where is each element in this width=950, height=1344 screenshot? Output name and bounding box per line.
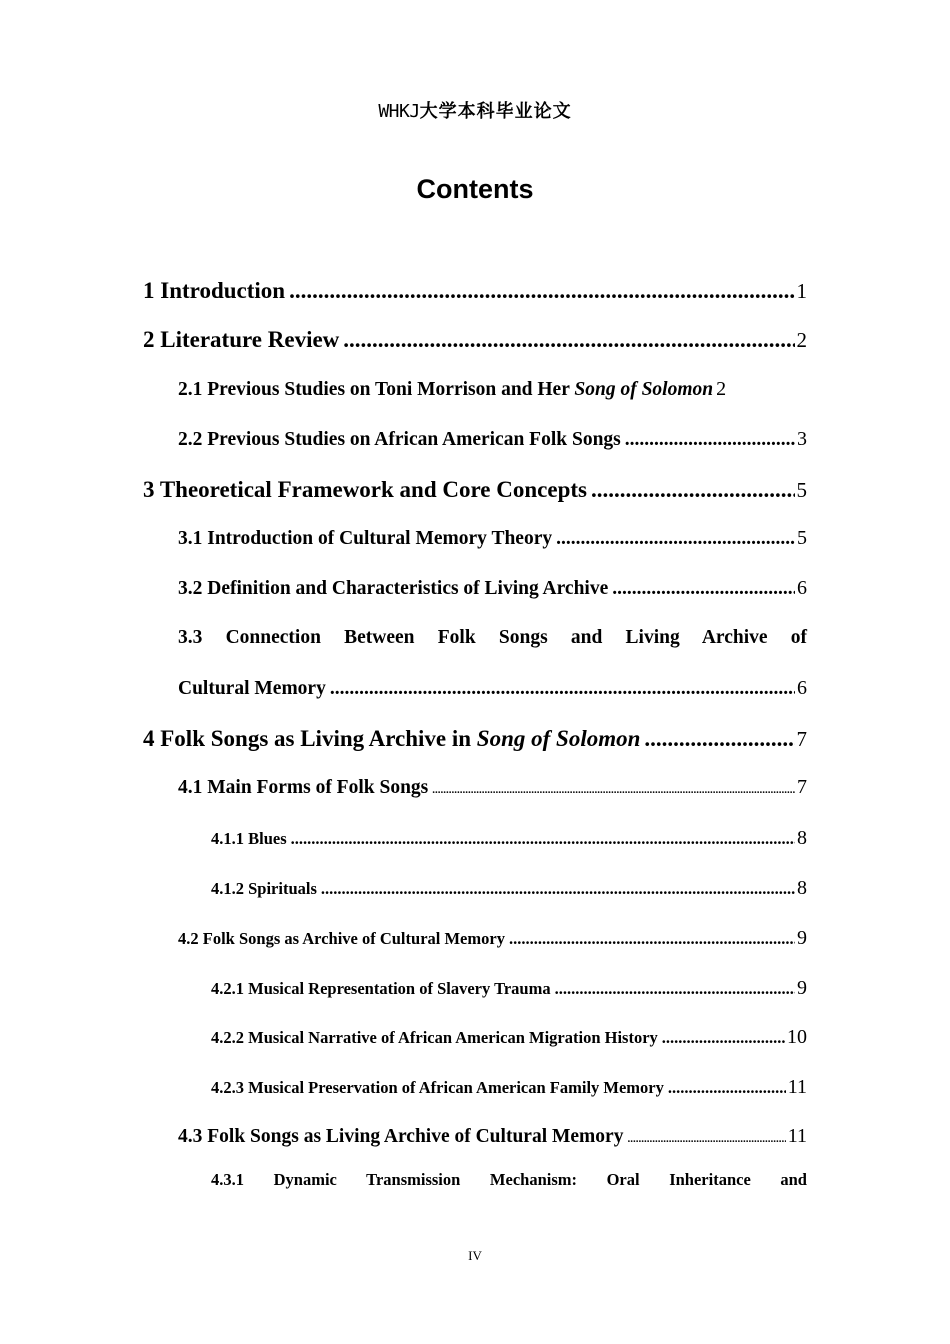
toc-entry-4-1[interactable] bbox=[178, 776, 807, 799]
toc-label: 1 Introduction bbox=[143, 278, 286, 303]
toc-label: 3.2 Definition and Characteristics of Living Archive bbox=[178, 578, 609, 599]
toc-page: 9 bbox=[797, 927, 807, 949]
running-header bbox=[0, 97, 950, 123]
toc-page: 2 bbox=[716, 378, 727, 400]
toc-label: 4.2 Folk Songs as Archive of Cultural Memory bbox=[178, 929, 505, 948]
toc-page: 5 bbox=[796, 478, 807, 502]
toc-entry-4-2-3[interactable] bbox=[211, 1076, 807, 1099]
page-title: Contents bbox=[416, 174, 534, 204]
toc-leader bbox=[625, 429, 795, 451]
toc-leader bbox=[291, 829, 795, 849]
toc-entry-3[interactable] bbox=[143, 477, 807, 503]
toc-entry-2-2[interactable] bbox=[178, 428, 807, 451]
toc-label: 4.2.1 Musical Representation of Slavery Trauma bbox=[211, 979, 551, 998]
toc-label bbox=[143, 726, 640, 752]
toc-entry-2-1[interactable] bbox=[178, 378, 807, 401]
toc-page: 5 bbox=[797, 527, 807, 549]
toc-entry-4-2[interactable] bbox=[178, 927, 807, 950]
toc-page: 8 bbox=[797, 877, 807, 899]
toc-label: 4.1 Main Forms of Folk Songs bbox=[178, 777, 429, 798]
toc-page: 8 bbox=[797, 827, 807, 849]
toc-label bbox=[178, 379, 713, 401]
toc-leader bbox=[591, 477, 795, 503]
toc-label: 4.1.2 Spirituals bbox=[211, 879, 317, 898]
toc-page: 6 bbox=[797, 577, 807, 599]
toc-label: 2 Literature Review bbox=[143, 327, 340, 352]
header-chinese: 大学本科毕业论文 bbox=[419, 101, 572, 122]
toc-page: 2 bbox=[796, 328, 807, 352]
toc-page: 7 bbox=[796, 727, 807, 751]
toc-label-italic: Song of Solomon bbox=[574, 379, 714, 400]
page-number: IV bbox=[468, 1248, 482, 1263]
toc-entry-3-3[interactable] bbox=[178, 677, 807, 700]
toc-entry-4-2-1[interactable] bbox=[211, 977, 807, 1000]
toc-leader bbox=[432, 777, 795, 799]
toc-page: 11 bbox=[787, 1076, 807, 1098]
toc-page: 3 bbox=[797, 428, 807, 450]
toc-leader bbox=[555, 979, 795, 999]
toc-page: 6 bbox=[797, 677, 807, 699]
toc-label: 4.1.1 Blues bbox=[211, 829, 287, 848]
toc-leader bbox=[289, 278, 794, 304]
toc-page: 7 bbox=[797, 776, 807, 798]
toc-label: 4.2.2 Musical Narrative of African American Migration History bbox=[211, 1028, 658, 1047]
toc-label: 3.1 Introduction of Cultural Memory Theory bbox=[178, 528, 553, 549]
toc-leader bbox=[556, 528, 795, 550]
toc-label: 4.2.3 Musical Preservation of African American Family Memory bbox=[211, 1078, 664, 1097]
toc-page: 1 bbox=[796, 279, 807, 303]
toc-entry-4-3[interactable] bbox=[178, 1125, 807, 1148]
toc-entry-3-2[interactable] bbox=[178, 577, 807, 600]
toc-page: 11 bbox=[787, 1125, 807, 1147]
toc-entry-3-3-line1[interactable]: 3.3 Connection Between Folk Songs and Living Archive of bbox=[178, 627, 807, 648]
toc-entry-4-3-1-line1[interactable]: 4.3.1 Dynamic Transmission Mechanism: Oral Inheritance and bbox=[211, 1170, 807, 1189]
toc-leader bbox=[627, 1126, 785, 1148]
toc-leader bbox=[662, 1028, 785, 1048]
toc-entry-4-1-1[interactable] bbox=[211, 827, 807, 850]
toc-entry-4-2-2[interactable] bbox=[211, 1026, 807, 1049]
toc-leader bbox=[509, 929, 795, 949]
toc-page: 9 bbox=[797, 977, 807, 999]
header-latin: WHKJ bbox=[378, 101, 420, 122]
toc-label: 4.3 Folk Songs as Living Archive of Cultural Memory bbox=[178, 1126, 624, 1147]
toc-entry-2[interactable] bbox=[143, 327, 807, 353]
toc-leader bbox=[612, 578, 795, 600]
toc-entry-1[interactable] bbox=[143, 278, 807, 304]
toc-label: 3 Theoretical Framework and Core Concepts bbox=[143, 477, 587, 502]
toc-page: 10 bbox=[787, 1026, 807, 1048]
toc-leader bbox=[330, 678, 795, 700]
toc-leader bbox=[343, 327, 794, 353]
toc-label-part: 2.1 Previous Studies on Toni Morrison and Her bbox=[178, 379, 575, 400]
toc-entry-4[interactable] bbox=[143, 726, 807, 752]
toc-entry-3-1[interactable] bbox=[178, 527, 807, 550]
toc-leader bbox=[321, 879, 795, 899]
toc-leader bbox=[668, 1078, 786, 1098]
toc-entry-4-1-2[interactable] bbox=[211, 877, 807, 900]
toc-label-part: 4 Folk Songs as Living Archive in bbox=[143, 726, 477, 751]
toc-label: Cultural Memory bbox=[178, 678, 326, 699]
toc-label-italic: Song of Solomon bbox=[476, 726, 641, 751]
toc-leader bbox=[644, 726, 794, 752]
toc-label: 2.2 Previous Studies on African American Folk Songs bbox=[178, 429, 621, 450]
